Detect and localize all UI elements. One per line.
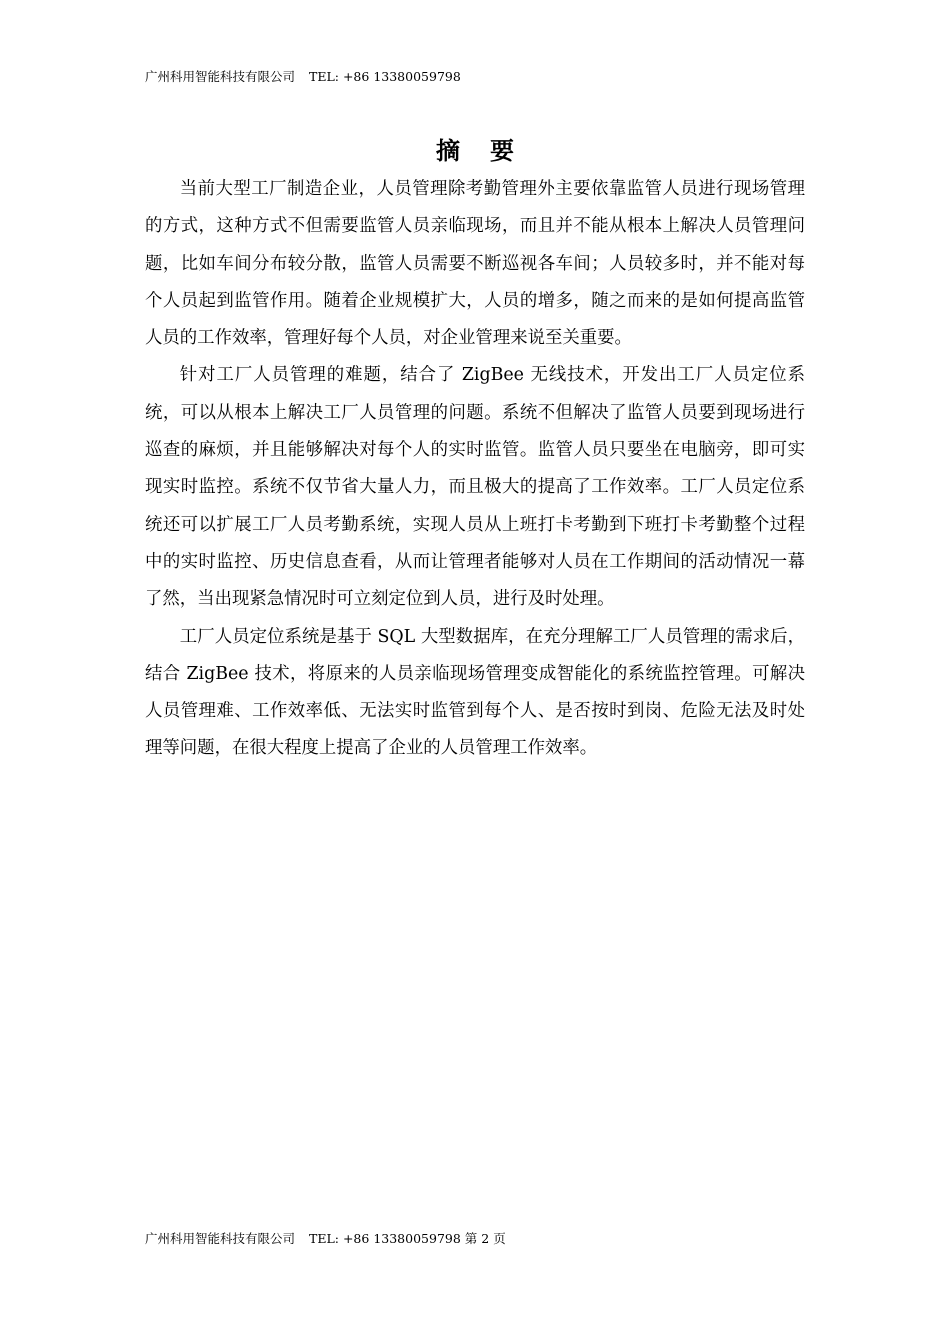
paragraph-3: 工厂人员定位系统是基于 SQL 大型数据库，在充分理解工厂人员管理的需求后，结合 ZigBee 技术，将原来的人员亲临现场管理变成智能化的系统监控管理。可解决人员管理难、工作效率低、无法实时监管到每个人、是否按时到岗、危险无法及时处理等问题，在很大程度上提高了企业的人员管理工作效率。 — [145, 626, 805, 759]
page-title: 摘要 — [436, 137, 544, 165]
footer-company: 广州科用智能科技有限公司 — [145, 1231, 296, 1246]
header-tel: TEL: +86 13380059798 — [309, 69, 461, 84]
page-header — [145, 68, 461, 86]
paragraph-1: 当前大型工厂制造企业，人员管理除考勤管理外主要依靠监管人员进行现场管理的方式，这种方式不但需要监管人员亲临现场，而且并不能从根本上解决人员管理问题，比如车间分布较分散，监管人员需要不断巡视各车间；人员较多时，并不能对每个人员起到监管作用。随着企业规模扩大，人员的增多，随之而来的是如何提高监管人员的工作效率，管理好每个人员，对企业管理来说至关重要。 — [145, 179, 805, 349]
paragraph-2: 针对工厂人员管理的难题，结合了 ZigBee 无线技术，开发出工厂人员定位系统，可以从根本上解决工厂人员管理的问题。系统不但解决了监管人员要到现场进行巡查的麻烦，并且能够解决对每个人的实时监管。监管人员只要坐在电脑旁，即可实现实时监控。系统不仅节省大量人力，而且极大的提高了工作效率。工厂人员定位系统还可以扩展工厂人员考勤系统，实现人员从上班打卡考勤到下班打卡考勤整个过程中的实时监控、历史信息查看，从而让管理者能够对人员在工作期间的活动情况一幕了然，当出现紧急情况时可立刻定位到人员，进行及时处理。 — [145, 365, 805, 610]
footer-tel: TEL: +86 13380059798 — [309, 1231, 461, 1246]
abstract-body — [145, 171, 805, 768]
page-footer — [145, 1230, 506, 1248]
header-company: 广州科用智能科技有限公司 — [145, 69, 296, 84]
footer-page-number: 第 2 页 — [464, 1231, 506, 1246]
